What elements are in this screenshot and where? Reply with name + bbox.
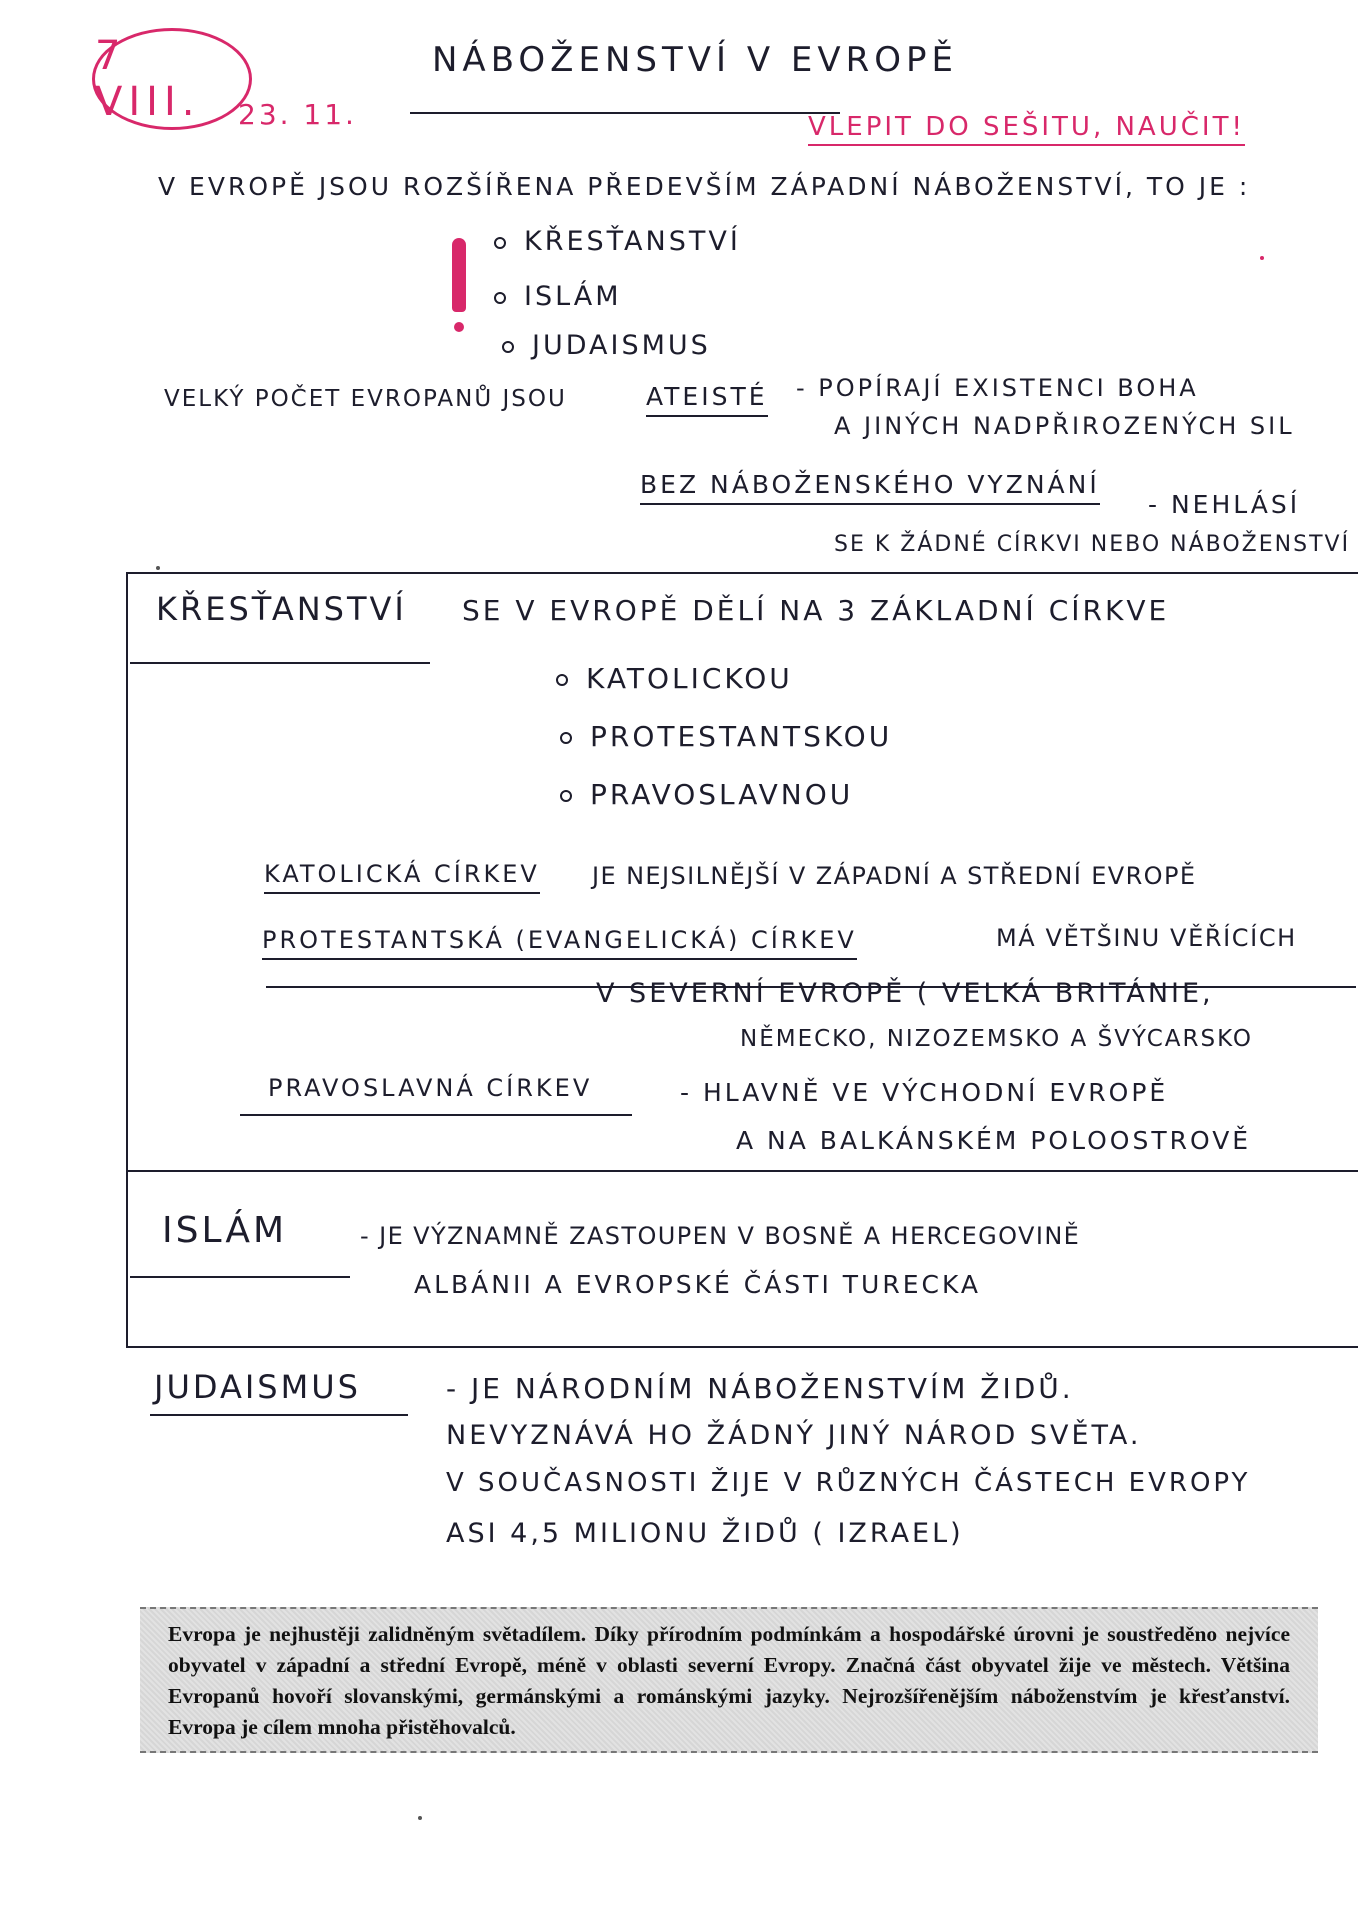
islam-text-1: - JE VÝZNAMNĚ ZASTOUPEN V BOSNĚ A HERCEGOVINĚ [360,1222,1081,1250]
christianity-intro: SE V EVROPĚ DĚLÍ NA 3 ZÁKLADNÍ CÍRKVE [462,594,1170,627]
instruction-note: VLEPIT DO SEŠITU, NAUČIT! [808,112,1245,146]
religion-label: KŘESŤANSTVÍ [524,226,741,257]
atheists-definition-2: A JINÝCH NADPŘIROZENÝCH SIL [834,412,1295,440]
islam-term: ISLÁM [162,1210,288,1251]
protestant-term: PROTESTANTSKÁ (EVANGELICKÁ) CÍRKEV [262,926,857,960]
christianity-term-underline [130,662,430,664]
no-religion-definition-1: - NEHLÁSÍ [1148,490,1301,519]
bullet-icon [560,732,572,744]
religion-item-judaism [502,330,711,361]
bullet-icon [494,292,506,304]
judaism-text-2: NEVYZNÁVÁ HO ŽÁDNÝ JINÝ NÁROD SVĚTA. [446,1420,1142,1451]
religion-item-christianity [494,226,741,257]
church-label: PROTESTANTSKOU [590,720,893,753]
islam-text-2: ALBÁNII A EVROPSKÉ ČÁSTI TURECKA [414,1270,982,1299]
church-item-orthodox [560,778,853,811]
islam-term-underline [130,1276,350,1278]
printed-textbook-excerpt: Evropa je nejhustěji zalidněným světadílem. Díky přírodním podmínkám a hospodářské úrovni je soustředěno nejvíce obyvatel v západní a střední Evropě, méně v oblasti severní Evropy. Značná část obyvatel žije ve městech. Většina Evropanů hovoří slovanskými, germánskými a románskými jazyky. Nejrozšířenějším náboženstvím je křesťanství. Evropa je cílem mnoha přistěhovalců. [140,1607,1318,1753]
religion-item-islam [494,281,622,312]
grade-badge [92,28,252,130]
religion-label: ISLÁM [524,281,622,312]
judaism-text-1: - JE NÁRODNÍM NÁBOŽENSTVÍM ŽIDŮ. [446,1372,1074,1405]
orthodox-text-2: A NA BALKÁNSKÉM POLOOSTROVĚ [736,1126,1252,1155]
scan-speck [1260,256,1264,260]
church-item-protestant [560,720,892,753]
scan-speck [418,1816,422,1820]
church-item-catholic [556,662,793,695]
church-label: PRAVOSLAVNOU [590,778,854,811]
page-title: NÁBOŽENSTVÍ V EVROPĚ [432,40,959,80]
judaism-term-underline [150,1414,408,1416]
orthodox-term: PRAVOSLAVNÁ CÍRKEV [268,1074,593,1102]
exclamation-mark-icon [452,238,466,312]
bullet-icon [494,237,506,249]
church-label: KATOLICKOU [586,662,793,695]
orthodox-text-1: - HLAVNĚ VE VÝCHODNÍ EVROPĚ [680,1078,1169,1107]
exclamation-dot-icon [454,322,464,332]
bullet-icon [556,674,568,686]
judaism-term: JUDAISMUS [154,1368,361,1406]
catholic-term: KATOLICKÁ CÍRKEV [264,860,540,894]
orthodox-term-underline [240,1114,632,1116]
intro-text: V EVROPĚ JSOU ROZŠÍŘENA PŘEDEVŠÍM ZÁPADNÍ NÁBOŽENSTVÍ, TO JE : [158,172,1251,201]
no-religion-term: BEZ NÁBOŽENSKÉHO VYZNÁNÍ [640,470,1100,505]
title-underline [410,112,840,114]
judaism-text-4: ASI 4,5 MILIONU ŽIDŮ ( IZRAEL) [446,1518,964,1549]
judaism-text-3: V SOUČASNOSTI ŽIJE V RŮZNÝCH ČÁSTECH EVROPY [446,1468,1251,1498]
bullet-icon [502,341,514,353]
section-divider [126,1170,1358,1172]
bullet-icon [560,790,572,802]
no-religion-definition-2: SE K ŽÁDNÉ CÍRKVI NEBO NÁBOŽENSTVÍ [834,532,1351,557]
grade-label: 7 VIII. [95,33,201,125]
date-label: 23. 11. [238,98,357,131]
protestant-text-1: MÁ VĚTŠINU VĚŘÍCÍCH [996,924,1297,952]
atheists-lead: VELKÝ POČET EVROPANŮ JSOU [164,386,567,412]
religion-label: JUDAISMUS [532,330,711,361]
protestant-text-2: V SEVERNÍ EVROPĚ ( VELKÁ BRITÁNIE, [596,978,1214,1009]
scan-speck [156,566,160,570]
catholic-text: JE NEJSILNĚJŠÍ V ZÁPADNÍ A STŘEDNÍ EVROPĚ [592,862,1197,890]
christianity-term: KŘESŤANSTVÍ [156,590,407,628]
atheists-term: ATEISTÉ [646,382,768,417]
protestant-text-3: NĚMECKO, NIZOZEMSKO A ŠVÝCARSKO [740,1026,1254,1052]
atheists-definition-1: - POPÍRAJÍ EXISTENCI BOHA [796,374,1199,402]
